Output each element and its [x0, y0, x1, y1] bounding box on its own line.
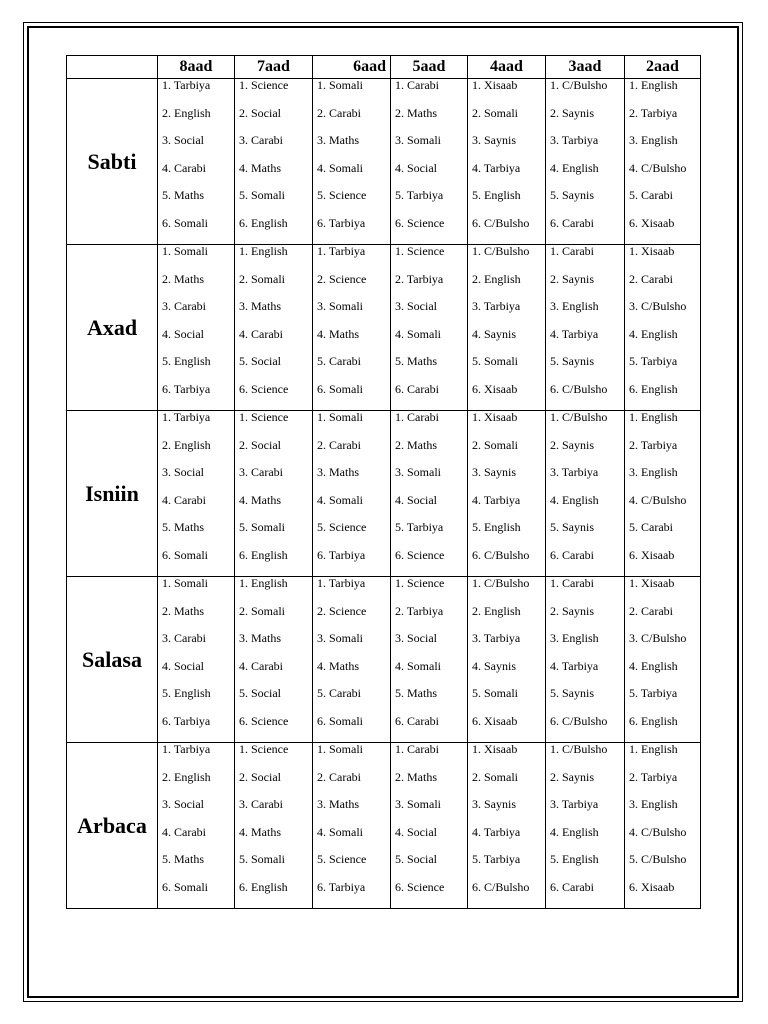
day-row-sabti [67, 79, 701, 245]
schedule-cell [313, 79, 391, 245]
schedule-cell [468, 79, 546, 245]
lesson-entry: 5. English [162, 355, 211, 368]
timetable [66, 55, 701, 909]
lesson-entry: 4. Maths [239, 493, 281, 507]
lesson-entry: 1. Tarbiya [162, 743, 211, 756]
schedule-cell [546, 743, 625, 909]
lesson-entry: 2. Maths [395, 106, 437, 120]
lesson-entry: 2. Tarbiya [629, 106, 678, 120]
day-row-salasa [67, 577, 701, 743]
lesson-entry: 2. Carabi [317, 438, 361, 452]
lesson-entry: 4. Saynis [472, 327, 517, 341]
lesson-entry: 2. English [162, 770, 211, 784]
lesson-entry: 5. Saynis [550, 355, 595, 368]
schedule-cell [391, 79, 468, 245]
schedule-cell [391, 743, 468, 909]
lesson-entry: 1. Somali [317, 79, 364, 92]
lesson-entry: 3. Maths [239, 300, 281, 313]
schedule-cell [625, 411, 701, 577]
lesson-entry: 6. English [629, 714, 678, 728]
lesson-entry: 6. Xisaab [629, 548, 675, 562]
lesson-entry: 6. English [239, 216, 288, 230]
lesson-entry: 3. Somali [395, 134, 442, 147]
lesson-entry: 5. Carabi [317, 687, 361, 700]
lesson-entry: 5. Maths [162, 521, 204, 534]
lesson-entry: 4. Tarbiya [550, 327, 599, 341]
lesson-entry: 6. Tarbiya [162, 714, 211, 728]
lesson-entry: 2. Maths [395, 770, 437, 784]
lesson-entry: 6. Carabi [395, 382, 439, 396]
lesson-entry: 3. Carabi [162, 632, 206, 645]
lesson-entry: 2. Carabi [629, 604, 673, 618]
lesson-entry: 1. Somali [317, 411, 364, 424]
lesson-entry: 4. Tarbiya [550, 659, 599, 673]
lesson-entry: 1. Carabi [395, 411, 439, 424]
lesson-entry: 1. Science [395, 577, 445, 590]
lesson-entry: 5. English [472, 189, 521, 202]
lesson-entry: 6. Carabi [550, 216, 594, 230]
lesson-entry: 6. Xisaab [629, 216, 675, 230]
lesson-entry: 1. C/Bulsho [472, 577, 530, 590]
lesson-entry: 4. Maths [317, 659, 359, 673]
schedule-cell [235, 577, 313, 743]
lesson-entry: 5. Social [395, 853, 437, 866]
lesson-entry: 3. C/Bulsho [629, 300, 687, 313]
schedule-cell [546, 79, 625, 245]
lesson-entry: 4. Social [395, 825, 437, 839]
lesson-entry: 4. Tarbiya [472, 161, 521, 175]
lesson-entry: 1. Science [239, 743, 289, 756]
lesson-entry: 2. Carabi [317, 106, 361, 120]
lesson-entry: 5. Maths [395, 687, 437, 700]
lesson-entry: 2. Carabi [629, 272, 673, 286]
schedule-cell [313, 411, 391, 577]
lesson-entry: 6. Science [239, 382, 289, 396]
lesson-entry: 5. Tarbiya [629, 355, 678, 368]
header-grade-4: 4aad [468, 56, 546, 79]
timetable-body [67, 79, 701, 909]
lesson-entry: 3. Saynis [472, 466, 517, 479]
lesson-entry: 1. Science [239, 79, 289, 92]
lesson-entry: 1. Science [395, 245, 445, 258]
schedule-cell [235, 743, 313, 909]
lesson-entry: 1. Xisaab [472, 79, 518, 92]
lesson-entry: 2. Maths [162, 272, 204, 286]
lesson-entry: 5. English [550, 853, 599, 866]
lesson-entry: 1. Somali [317, 743, 364, 756]
lesson-entry: 5. Tarbiya [395, 521, 444, 534]
lesson-entry: 2. Carabi [317, 770, 361, 784]
lesson-entry: 3. Saynis [472, 134, 517, 147]
lesson-entry: 3. Somali [395, 466, 442, 479]
lesson-entry: 5. Somali [472, 687, 519, 700]
lesson-entry: 1. English [239, 245, 288, 258]
lesson-entry: 4. C/Bulsho [629, 493, 687, 507]
lesson-entry: 2. Somali [472, 770, 519, 784]
lesson-entry: 5. Tarbiya [395, 189, 444, 202]
lesson-entry: 4. Somali [317, 493, 364, 507]
lesson-entry: 6. English [239, 548, 288, 562]
lesson-entry: 5. Carabi [629, 521, 673, 534]
lesson-entry: 2. Social [239, 106, 281, 120]
lesson-entry: 1. Tarbiya [317, 245, 366, 258]
lesson-entry: 1. Tarbiya [162, 79, 211, 92]
lesson-entry: 3. Tarbiya [550, 466, 599, 479]
lesson-entry: 5. C/Bulsho [629, 853, 687, 866]
lesson-entry: 3. Maths [317, 134, 359, 147]
lesson-entry: 1. C/Bulsho [550, 411, 608, 424]
header-grade-2: 2aad [625, 56, 701, 79]
lesson-entry: 5. Saynis [550, 521, 595, 534]
lesson-entry: 4. Maths [239, 161, 281, 175]
lesson-entry: 2. Maths [395, 438, 437, 452]
lesson-entry: 5. Science [317, 853, 367, 866]
lesson-entry: 4. Carabi [239, 659, 283, 673]
lesson-entry: 3. C/Bulsho [629, 632, 687, 645]
lesson-entry: 6. Xisaab [629, 880, 675, 894]
lesson-entry: 4. English [550, 825, 599, 839]
lesson-entry: 5. Somali [239, 853, 286, 866]
lesson-entry: 5. Science [317, 189, 367, 202]
schedule-cell [546, 577, 625, 743]
lesson-entry: 1. Somali [162, 245, 209, 258]
lesson-entry: 4. Carabi [162, 825, 206, 839]
lesson-entry: 4. C/Bulsho [629, 161, 687, 175]
lesson-entry: 2. Tarbiya [629, 770, 678, 784]
lesson-entry: 1. English [239, 577, 288, 590]
schedule-cell [313, 743, 391, 909]
lesson-entry: 2. Saynis [550, 438, 595, 452]
lesson-entry: 3. Carabi [239, 134, 283, 147]
lesson-entry: 3. Tarbiya [550, 134, 599, 147]
lesson-entry: 1. Xisaab [629, 577, 675, 590]
lesson-entry: 2. English [162, 438, 211, 452]
lesson-entry: 5. Somali [239, 189, 286, 202]
lesson-entry: 1. Xisaab [472, 411, 518, 424]
schedule-cell [235, 245, 313, 411]
lesson-entry: 5. Maths [162, 853, 204, 866]
lesson-entry: 4. English [550, 493, 599, 507]
lesson-entry: 6. C/Bulsho [472, 880, 530, 894]
lesson-entry: 6. English [629, 382, 678, 396]
schedule-cell [391, 577, 468, 743]
lesson-entry: 2. Saynis [550, 106, 595, 120]
schedule-cell [468, 245, 546, 411]
lesson-entry: 6. C/Bulsho [550, 382, 608, 396]
lesson-entry: 3. Tarbiya [472, 300, 521, 313]
lesson-entry: 5. Tarbiya [629, 687, 678, 700]
lesson-entry: 3. Maths [317, 798, 359, 811]
lesson-entry: 4. Carabi [162, 493, 206, 507]
lesson-entry: 1. Xisaab [472, 743, 518, 756]
lesson-entry: 3. Carabi [162, 300, 206, 313]
day-row-arbaca [67, 743, 701, 909]
lesson-entry: 6. Tarbiya [317, 216, 366, 230]
lesson-entry: 6. Xisaab [472, 382, 518, 396]
lesson-entry: 1. Xisaab [629, 245, 675, 258]
lesson-entry: 5. Carabi [317, 355, 361, 368]
lesson-entry: 2. Social [239, 438, 281, 452]
schedule-cell [158, 245, 235, 411]
lesson-entry: 2. English [472, 272, 521, 286]
schedule-cell [158, 743, 235, 909]
schedule-cell [235, 79, 313, 245]
lesson-entry: 1. English [629, 411, 678, 424]
lesson-entry: 2. Somali [239, 604, 286, 618]
lesson-entry: 2. Maths [162, 604, 204, 618]
schedule-cell [625, 743, 701, 909]
lesson-entry: 3. Carabi [239, 798, 283, 811]
lesson-entry: 1. Carabi [550, 245, 594, 258]
header-row [67, 56, 701, 79]
lesson-entry: 3. Somali [317, 632, 364, 645]
day-row-isniin [67, 411, 701, 577]
lesson-entry: 3. Tarbiya [472, 632, 521, 645]
lesson-entry: 2. Tarbiya [395, 604, 444, 618]
lesson-entry: 6. Xisaab [472, 714, 518, 728]
lesson-entry: 4. Social [162, 659, 204, 673]
lesson-entry: 4. Somali [395, 327, 442, 341]
schedule-cell [158, 411, 235, 577]
lesson-entry: 6. Somali [162, 880, 209, 894]
lesson-entry: 2. Saynis [550, 272, 595, 286]
lesson-entry: 2. Somali [472, 106, 519, 120]
lesson-entry: 5. Tarbiya [472, 853, 521, 866]
lesson-entry: 4. Somali [317, 825, 364, 839]
lesson-entry: 1. English [629, 743, 678, 756]
lesson-entry: 6. Somali [317, 382, 364, 396]
lesson-entry: 3. Maths [317, 466, 359, 479]
lesson-entry: 6. Science [239, 714, 289, 728]
lesson-entry: 2. English [472, 604, 521, 618]
schedule-cell [468, 743, 546, 909]
lesson-entry: 6. C/Bulsho [472, 548, 530, 562]
lesson-entry: 6. Science [395, 216, 445, 230]
lesson-entry: 6. Carabi [550, 548, 594, 562]
schedule-cell [235, 411, 313, 577]
lesson-entry: 5. Somali [472, 355, 519, 368]
lesson-entry: 6. Somali [317, 714, 364, 728]
lesson-entry: 4. English [550, 161, 599, 175]
lesson-entry: 4. Social [395, 161, 437, 175]
lesson-entry: 4. English [629, 659, 678, 673]
lesson-entry: 2. English [162, 106, 211, 120]
lesson-entry: 6. Somali [162, 216, 209, 230]
lesson-entry: 5. Saynis [550, 687, 595, 700]
lesson-entry: 6. Somali [162, 548, 209, 562]
lesson-entry: 3. Social [395, 300, 437, 313]
lesson-entry: 5. English [162, 687, 211, 700]
lesson-entry: 2. Tarbiya [395, 272, 444, 286]
lesson-entry: 6. C/Bulsho [550, 714, 608, 728]
lesson-entry: 1. C/Bulsho [550, 79, 608, 92]
header-grade-5: 5aad [391, 56, 468, 79]
lesson-entry: 3. Social [395, 632, 437, 645]
lesson-entry: 3. English [629, 134, 678, 147]
lesson-entry: 1. Tarbiya [162, 411, 211, 424]
schedule-cell [468, 577, 546, 743]
lesson-entry: 5. Social [239, 687, 281, 700]
lesson-entry: 2. Social [239, 770, 281, 784]
lesson-entry: 2. Science [317, 604, 367, 618]
schedule-cell [158, 79, 235, 245]
header-grade-7: 7aad [235, 56, 313, 79]
lesson-entry: 4. Social [162, 327, 204, 341]
lesson-entry: 1. Carabi [550, 577, 594, 590]
schedule-cell [158, 577, 235, 743]
lesson-entry: 1. Somali [162, 577, 209, 590]
lesson-entry: 1. C/Bulsho [550, 743, 608, 756]
lesson-entry: 3. Somali [317, 300, 364, 313]
schedule-cell [391, 411, 468, 577]
lesson-entry: 2. Science [317, 272, 367, 286]
lesson-entry: 2. Somali [239, 272, 286, 286]
lesson-entry: 3. Tarbiya [550, 798, 599, 811]
lesson-entry: 1. Tarbiya [317, 577, 366, 590]
lesson-entry: 4. Somali [317, 161, 364, 175]
schedule-cell [313, 577, 391, 743]
schedule-cell [391, 245, 468, 411]
schedule-cell [468, 411, 546, 577]
header-grade-6: 6aad [313, 56, 391, 79]
day-row-axad [67, 245, 701, 411]
schedule-cell [625, 245, 701, 411]
lesson-entry: 4. Social [395, 493, 437, 507]
lesson-entry: 4. Carabi [239, 327, 283, 341]
header-grade-3: 3aad [546, 56, 625, 79]
day-label: Salasa [67, 577, 158, 743]
lesson-entry: 2. Saynis [550, 770, 595, 784]
lesson-entry: 6. Carabi [550, 880, 594, 894]
header-grade-8: 8aad [158, 56, 235, 79]
lesson-entry: 1. Carabi [395, 79, 439, 92]
lesson-entry: 3. English [550, 300, 599, 313]
lesson-entry: 1. C/Bulsho [472, 245, 530, 258]
lesson-entry: 4. English [629, 327, 678, 341]
lesson-entry: 6. Science [395, 548, 445, 562]
lesson-entry: 3. Maths [239, 632, 281, 645]
lesson-entry: 3. Carabi [239, 466, 283, 479]
lesson-entry: 4. Tarbiya [472, 825, 521, 839]
schedule-cell [546, 411, 625, 577]
lesson-entry: 2. Tarbiya [629, 438, 678, 452]
lesson-entry: 6. C/Bulsho [472, 216, 530, 230]
lesson-entry: 2. Somali [472, 438, 519, 452]
day-label: Axad [67, 245, 158, 411]
lesson-entry: 5. Science [317, 521, 367, 534]
lesson-entry: 4. Somali [395, 659, 442, 673]
lesson-entry: 5. Somali [239, 521, 286, 534]
lesson-entry: 6. Tarbiya [317, 548, 366, 562]
schedule-cell [546, 245, 625, 411]
header-corner-cell [67, 56, 158, 79]
schedule-cell [625, 577, 701, 743]
lesson-entry: 6. Tarbiya [317, 880, 366, 894]
lesson-entry: 3. English [629, 798, 678, 811]
lesson-entry: 1. Carabi [395, 743, 439, 756]
day-label: Arbaca [67, 743, 158, 909]
day-label: Isniin [67, 411, 158, 577]
lesson-entry: 3. Saynis [472, 798, 517, 811]
lesson-entry: 4. Carabi [162, 161, 206, 175]
schedule-cell [313, 245, 391, 411]
lesson-entry: 1. English [629, 79, 678, 92]
lesson-entry: 5. Carabi [629, 189, 673, 202]
day-label: Sabti [67, 79, 158, 245]
lesson-entry: 6. Carabi [395, 714, 439, 728]
lesson-entry: 3. English [550, 632, 599, 645]
lesson-entry: 3. Somali [395, 798, 442, 811]
lesson-entry: 1. Science [239, 411, 289, 424]
lesson-entry: 4. C/Bulsho [629, 825, 687, 839]
lesson-entry: 4. Maths [317, 327, 359, 341]
lesson-entry: 5. Saynis [550, 189, 595, 202]
lesson-entry: 3. Social [162, 466, 204, 479]
lesson-entry: 5. Maths [162, 189, 204, 202]
lesson-entry: 3. English [629, 466, 678, 479]
lesson-entry: 6. Tarbiya [162, 382, 211, 396]
lesson-entry: 5. Maths [395, 355, 437, 368]
lesson-entry: 5. Social [239, 355, 281, 368]
schedule-cell [625, 79, 701, 245]
lesson-entry: 2. Saynis [550, 604, 595, 618]
lesson-entry: 4. Maths [239, 825, 281, 839]
lesson-entry: 4. Saynis [472, 659, 517, 673]
lesson-entry: 5. English [472, 521, 521, 534]
lesson-entry: 6. Science [395, 880, 445, 894]
lesson-entry: 6. English [239, 880, 288, 894]
lesson-entry: 4. Tarbiya [472, 493, 521, 507]
lesson-entry: 3. Social [162, 134, 204, 147]
lesson-entry: 3. Social [162, 798, 204, 811]
